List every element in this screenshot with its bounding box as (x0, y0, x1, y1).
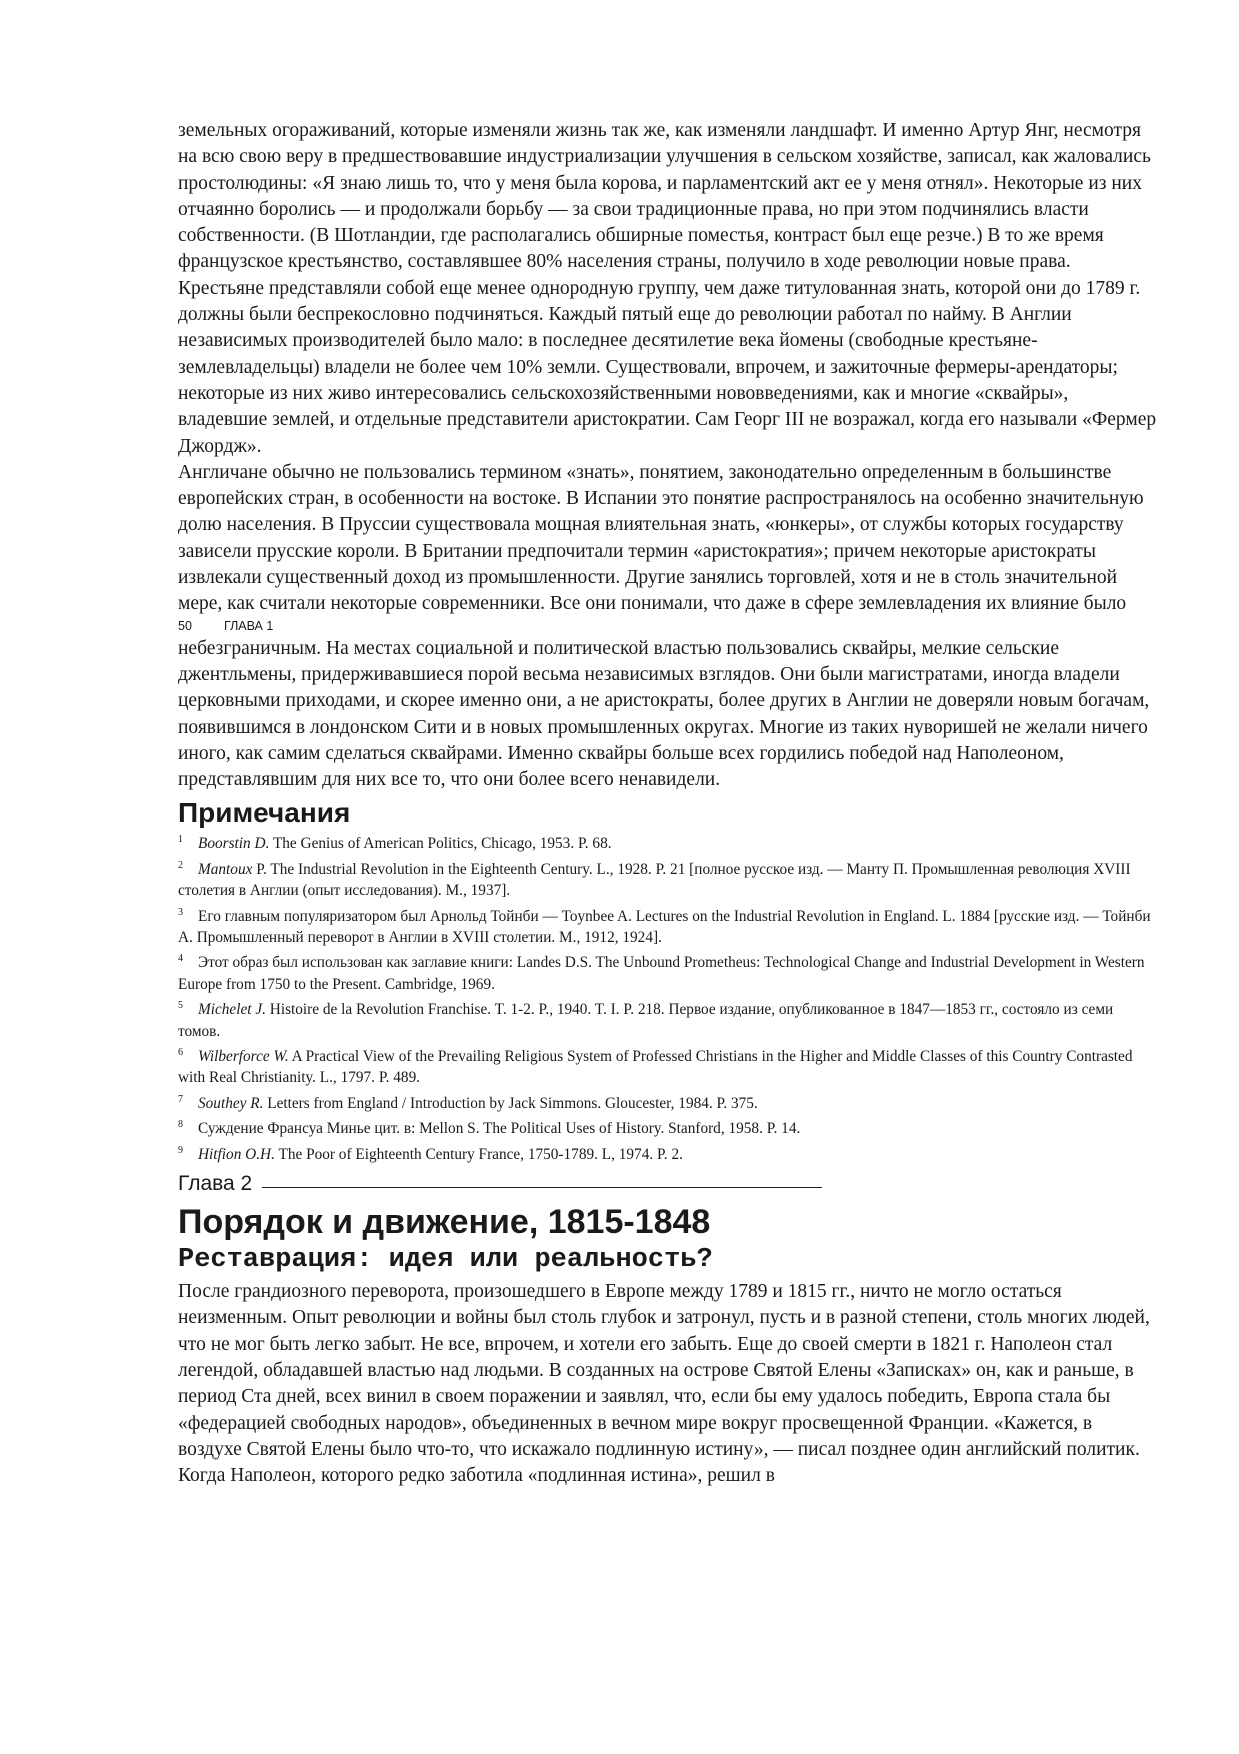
running-head (178, 619, 1158, 634)
chapter-rule (262, 1187, 822, 1188)
footnote-number: 5 (178, 1000, 183, 1012)
footnote-number: 4 (178, 953, 183, 965)
footnote (178, 1114, 1158, 1139)
footnote-text: Этот образ был использован как заглавие книги: Landes D.S. The Unbound Prometheus: Technological Change and Industrial Development in Western Europe from 1750 to the Present. Cambridge, 1969. (178, 954, 1145, 993)
footnote-text: Letters from England / Introduction by Jack Simmons. Gloucester, 1984. P. 375. (263, 1094, 758, 1112)
footnote-number: 6 (178, 1047, 183, 1059)
footnote (178, 855, 1158, 902)
footnote (178, 995, 1158, 1042)
body-paragraph-4: После грандиозного переворота, произошедшего в Европе между 1789 и 1815 гг., ничто не могло остаться неизменным. Опыт революции и войны был столь глубок и затронул, пусть и в разной степени, столь многих людей, что не мог быть легко забыт. Не все, впрочем, и хотели его забыть. Еще до своей смерти в 1821 г. Наполеон стал легендой, обладавшей властью над людьми. В созданных на острове Святой Елены «Записках» он, как и раньше, в период Ста дней, всех винил в своем поражении и заявлял, что, если бы ему удалось победить, Европа стала бы «федерацией свободных народов», объединенных в вечном мире вокруг просвещенной Франции. «Кажется, в воздухе Святой Елены было что-то, что искажало подлинную истину», — писал позднее один английский политик. Когда Наполеон, которого редко заботила «подлинная истина», решил в (178, 1281, 1150, 1487)
footnote (178, 1089, 1158, 1114)
footnote-number: 8 (178, 1119, 183, 1131)
page-number: 50 (178, 618, 192, 633)
footnote (178, 1042, 1158, 1089)
footnote (178, 902, 1158, 949)
footnote-number: 7 (178, 1093, 183, 1105)
footnote-text: Histoire de la Revolution Franchise. T. 1-2. P., 1940. T. I. P. 218. Первое издание, опубликованное в 1847—1853 гг., состояло из семи томов. (178, 1001, 1114, 1040)
footnote-text: P. The Industrial Revolution in the Eighteenth Century. L., 1928. P. 21 [полное русское изд. — Манту П. Промышленная революция XVIII столетия в Англии (опыт исследования). М., 1937]. (178, 860, 1131, 900)
footnote-number: 1 (178, 834, 183, 846)
footnote (178, 1140, 1158, 1165)
body-paragraph-3: небезграничным. На местах социальной и политической властью пользовались сквайры, мелкие сельские джентльмены, придерживавшиеся порой весьма независимых взглядов. Они были магистратами, иногда владели церковными приходами, и скорее именно они, а не аристократы, более других в Англии не доверяли новым богачам, появившимся в лондонском Сити и в новых промышленных округах. Многие из таких нуворишей не желали ничего иного, как самим сделаться сквайрами. Именно сквайры больше всех гордились победой над Наполеоном, представлявшим для них все то, что они более всего ненавидели. (178, 637, 1150, 791)
section-title: Реставрация: идея или реальность? (178, 1245, 713, 1276)
body-paragraph-2: Англичане обычно не пользовались термином «знать», понятием, законодательно определенным в большинстве европейских стран, в особенности на востоке. В Испании это понятие распространялось на особенно значительную долю населения. В Пруссии существовала мощная влиятельная знать, «юнкеры», от службы которых государству зависели прусские короли. В Британии предпочитали термин «аристократия»; причем некоторые аристократы извлекали существенный доход из промышленности. Другие занялись торговлей, хотя и не в столь значительной мере, как считали некоторые современники. Все они понимали, что даже в сфере землевладения их влияние было (178, 461, 1144, 615)
footnote (178, 948, 1158, 995)
footnote-text: The Poor of Eighteenth Century France, 1750-1789. L, 1974. P. 2. (274, 1145, 683, 1163)
body-paragraph-1: земельных огораживаний, которые изменяли жизнь так же, как изменяли ландшафт. И именно Артур Янг, несмотря на всю свою веру в предшествовавшие индустриализации улучшения в сельском хозяйстве, записал, как жаловались простолюдины: «Я знаю лишь то, что у меня была корова, и парламентский акт ее у меня отнял». Некоторые из них отчаянно боролись — и продолжали борьбу — за свои традиционные права, но при этом подчинялись власти собственности. (В Шотландии, где располагались обширные поместья, контраст был еще резче.) В то же время французское крестьянство, составлявшее 80% населения страны, получило в ходе революции новые права. Крестьяне представляли собой еще менее однородную группу, чем даже титулованная знать, которой они до 1789 г. должны были беспрекословно подчиняться. Каждый пятый еще до революции работал по найму. В Англии независимых производителей было мало: в последнее десятилетие века йомены (свободные крестьяне-землевладельцы) владели не более чем 10% земли. Существовали, впрочем, и зажиточные фермеры-арендаторы; некоторые из них живо интересовались сельскохозяйственными нововведениями, как и многие «сквайры», владевшие землей, и отдельные представители аристократии. Сам Георг III не возражал, когда его называли «Фермер Джордж». (178, 120, 1157, 457)
footnote-author: Southey R. (198, 1094, 264, 1112)
footnote-author: Mantoux (198, 860, 253, 878)
footnote-text: A Practical View of the Prevailing Religious System of Professed Christians in the Higher and Middle Classes of this Country Contrasted with Real Christianity. L., 1797. P. 489. (178, 1048, 1133, 1087)
chapter-label-line (178, 1169, 1158, 1199)
footnote-author: Michelet J. (198, 1001, 266, 1019)
footnote-number: 3 (178, 906, 183, 918)
footnote-author: Wilberforce W. (198, 1048, 289, 1066)
footnote-author: Hitfion O.H. (198, 1145, 275, 1163)
notes-heading: Примечания (178, 797, 351, 829)
footnote-text: Суждение Франсуа Минье цит. в: Mellon S. The Political Uses of History. Stanford, 1958. P. 14. (198, 1120, 801, 1138)
footnote-text: Его главным популяризатором был Арнольд Тойнби — Toynbee A. Lectures on the Industrial Revolution in England. L. 1884 [русские изд. — Тойнби А. Промышленный переворот в Англии в XVIII столетии. М., 1912, 1924]. (178, 907, 1151, 947)
footnote-number: 9 (178, 1144, 183, 1156)
footnote (178, 829, 1158, 854)
footnote-number: 2 (178, 859, 183, 871)
footnotes-list (178, 829, 1158, 1165)
footnote-author: Boorstin D. (198, 835, 270, 853)
running-head-chapter: ГЛАВА 1 (224, 618, 274, 633)
chapter-label: Глава 2 (178, 1172, 253, 1196)
document-page (178, 118, 1158, 1489)
footnote-text: The Genius of American Politics, Chicago, 1953. P. 68. (269, 835, 612, 853)
chapter-title: Порядок и движение, 1815-1848 (178, 1203, 711, 1242)
